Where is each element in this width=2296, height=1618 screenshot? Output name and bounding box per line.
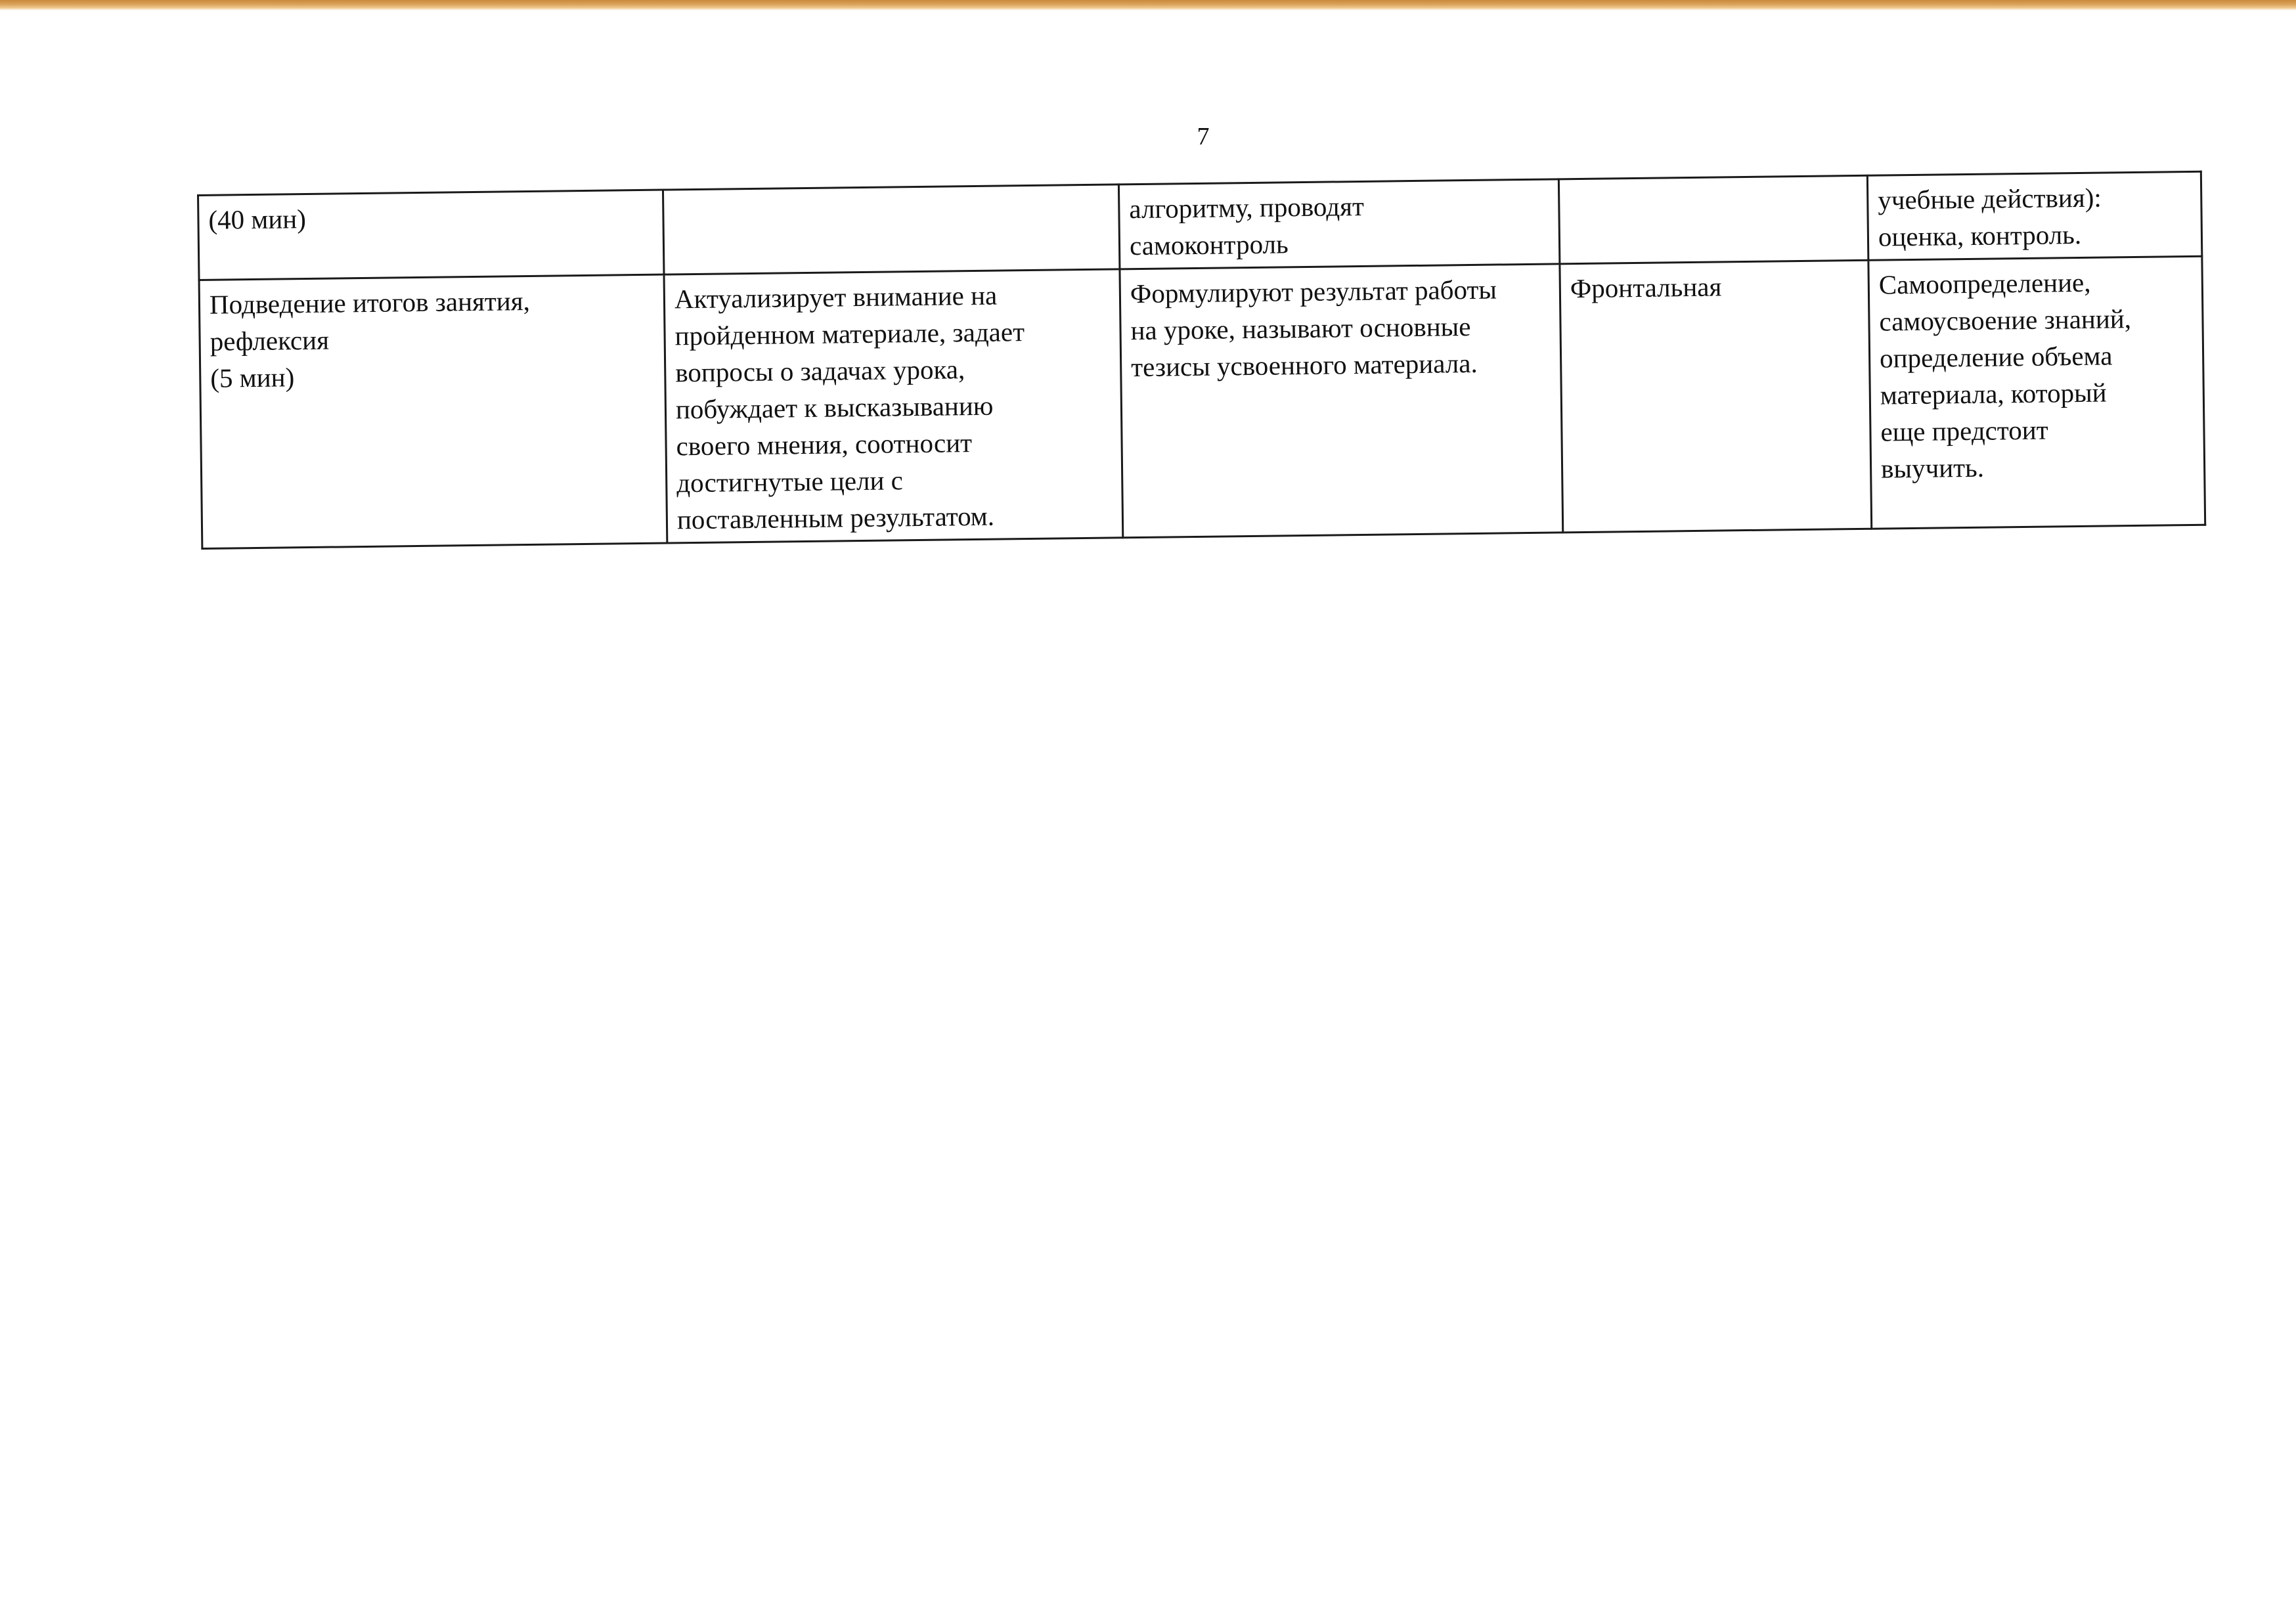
table-row [199,256,2205,548]
cell-line: (40 мин) [208,204,307,235]
cell-line: Самоопределение, [1878,267,2091,300]
student-activity-cell [1118,179,1559,269]
cell-line: Актуализирует внимание на [674,280,998,315]
teacher-activity-cell [664,269,1123,543]
cell-line: еще предстоит [1880,414,2048,447]
stage-cell [198,190,664,280]
work-form-cell [1558,175,1868,264]
work-form-cell [1560,260,1872,533]
cell-line: Подведение итогов занятия, [209,285,531,320]
cell-line: алгоритму, проводят [1129,190,1365,225]
cell-line: самоконтроль [1129,229,1289,261]
learning-actions-cell [1867,171,2201,260]
cell-line: материала, который [1880,377,2107,410]
page-number: 7 [1197,123,1210,150]
cell-line: тезисы усвоенного материала. [1130,347,1478,383]
cell-line: достигнутые цели с [676,465,904,498]
cell-line: оценка, контроль. [1878,219,2082,252]
cell-line: пройденном материале, задает [674,317,1025,351]
cell-line: поставленным результатом. [676,500,995,535]
stage-cell [199,274,667,548]
teacher-activity-cell [663,185,1119,274]
cell-line: выучить. [1880,452,1985,484]
scan-edge [0,0,2296,11]
cell-line: (5 мин) [210,362,295,393]
cell-line: учебные действия): [1878,182,2102,215]
cell-line: вопросы о задачах урока, [674,354,965,388]
lesson-plan-table [197,171,2206,550]
cell-line: Фронтальная [1570,271,1722,304]
cell-line: на уроке, называют основные [1130,311,1471,346]
cell-line: побуждает к высказыванию [675,390,994,425]
student-activity-cell [1120,264,1563,538]
cell-line: рефлексия [210,324,330,357]
learning-actions-cell [1868,256,2205,529]
cell-line: самоусвоение знаний, [1879,303,2132,337]
cell-line: Формулируют результат работы [1130,274,1497,309]
cell-line: определение объема [1879,340,2113,374]
cell-line: своего мнения, соотносит [676,427,973,462]
